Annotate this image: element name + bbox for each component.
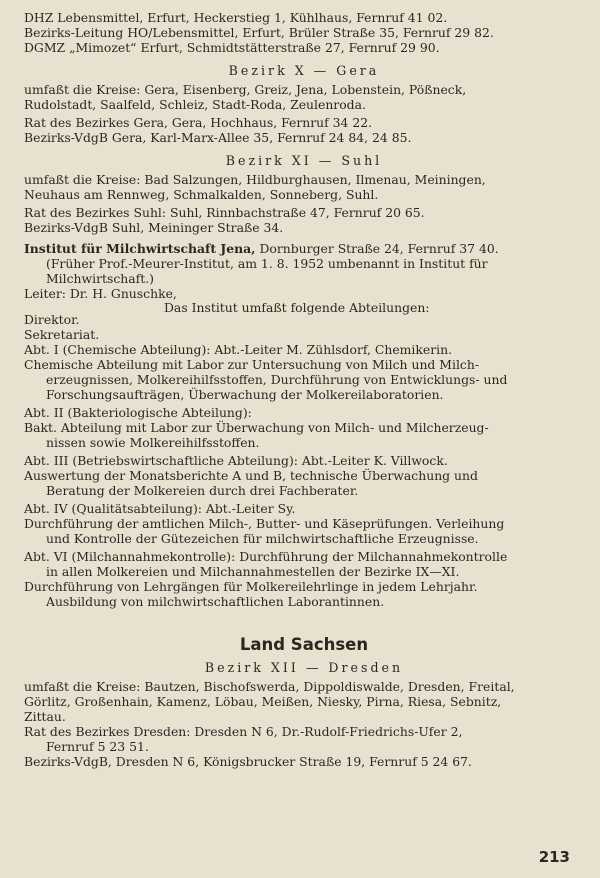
kreise-line: umfaßt die Kreise: Bad Salzungen, Hildburghausen, Ilmenau, Meiningen, <box>24 172 486 187</box>
institut-note: Milchwirtschaft.) <box>46 271 155 286</box>
abteilung-title: Abt. I (Chemische Abteilung): Abt.-Leiter M. Zühlsdorf, Chemikerin. <box>24 342 453 357</box>
kreise-line: Neuhaus am Rennweg, Schmalkalden, Sonneberg, Suhl. <box>24 187 379 202</box>
vdgb-line: Bezirks-VdgB Suhl, Meininger Straße 34. <box>24 220 284 235</box>
abteilung-block <box>24 549 584 579</box>
rat-line: Rat des Bezirkes Suhl: Suhl, Rinnbachstraße 47, Fernruf 20 65. <box>24 205 425 220</box>
section-heading-bezirk-xi: Bezirk XI — Suhl <box>225 153 383 168</box>
abteilung-desc: nissen sowie Molkereihilfsstoffen. <box>46 435 260 450</box>
abteilung-title: Abt. IV (Qualitätsabteilung): Abt.-Leiter Sy. <box>24 501 296 516</box>
abteilung-block <box>24 405 584 450</box>
entry-line: DGMZ „Mimozet“ Erfurt, Schmidtstätterstraße 27, Fernruf 29 90. <box>24 40 440 55</box>
abteilung-desc: erzeugnissen, Molkereihilfsstoffen, Durchführung von Entwicklungs- und <box>46 372 508 387</box>
abteilung-block <box>24 501 584 546</box>
rat-line: Rat des Bezirkes Dresden: Dresden N 6, Dr.-Rudolf-Friedrichs-Ufer 2, <box>24 724 463 739</box>
vdgb-line: Bezirks-VdgB, Dresden N 6, Königsbrucker Straße 19, Fernruf 5 24 67. <box>24 754 472 769</box>
top-entries <box>24 10 584 55</box>
kreise-line: umfaßt die Kreise: Gera, Eisenberg, Greiz, Jena, Lobenstein, Pößneck, <box>24 82 467 97</box>
abteilung-title: Durchführung von Lehrgängen für Molkereilehrlinge in jedem Lehrjahr. <box>24 579 478 594</box>
sekretariat-line: Sekretariat. <box>24 327 100 342</box>
institut-line <box>24 241 584 256</box>
institut-note: (Früher Prof.-Meurer-Institut, am 1. 8. 1952 umbenannt in Institut für <box>46 256 488 271</box>
abteilung-title: Abt. VI (Milchannahmekontrolle): Durchführung der Milchannahmekontrolle <box>24 549 508 564</box>
abteilung-desc: Durchführung der amtlichen Milch-, Butter- und Käseprüfungen. Verleihung <box>24 516 505 531</box>
abteilung-desc: Auswertung der Monatsberichte A und B, technische Überwachung und <box>24 468 478 483</box>
rat-line: Fernruf 5 23 51. <box>46 739 149 754</box>
entry-line: Bezirks-Leitung HO/Lebensmittel, Erfurt, Brüler Straße 35, Fernruf 29 82. <box>24 25 494 40</box>
institut-name: Institut für Milchwirtschaft Jena, <box>24 241 256 256</box>
section-heading-bezirk-xii: Bezirk XII — Dresden <box>204 660 404 675</box>
abteilung-desc: Beratung der Molkereien durch drei Fachberater. <box>46 483 359 498</box>
rat-line: Rat des Bezirkes Gera, Gera, Hochhaus, Fernruf 34 22. <box>24 115 373 130</box>
section-heading-bezirk-x: Bezirk X — Gera <box>228 63 380 78</box>
abteilung-desc: Chemische Abteilung mit Labor zur Untersuchung von Milch und Milch- <box>24 357 480 372</box>
direktor-label: Direktor. <box>24 312 80 327</box>
abteilung-title: Abt. II (Bakteriologische Abteilung): <box>24 405 252 420</box>
abteilung-desc: und Kontrolle der Gütezeichen für milchwirtschaftliche Erzeugnisse. <box>46 531 479 546</box>
institut-address: Dornburger Straße 24, Fernruf 37 40. <box>255 241 499 256</box>
kreise-line: Rudolstadt, Saalfeld, Schleiz, Stadt-Roda, Zeulenroda. <box>24 97 366 112</box>
abteilung-block <box>24 579 584 609</box>
land-heading: Land Sachsen <box>239 635 369 654</box>
page-number: 213 <box>538 848 570 866</box>
abteilung-title: Abt. III (Betriebswirtschaftliche Abteilung): Abt.-Leiter K. Villwock. <box>24 453 448 468</box>
abteilungen-header <box>24 301 584 327</box>
abteilung-block <box>24 342 584 402</box>
abteilung-desc: Bakt. Abteilung mit Labor zur Überwachung von Milch- und Milcherzeug- <box>24 420 489 435</box>
entry-line: DHZ Lebensmittel, Erfurt, Heckerstieg 1, Kühlhaus, Fernruf 41 02. <box>24 10 448 25</box>
abteilung-desc: Forschungsaufträgen, Überwachung der Molkereilaboratorien. <box>46 387 444 402</box>
kreise-line: umfaßt die Kreise: Bautzen, Bischofswerda, Dippoldiswalde, Dresden, Freital, <box>24 679 515 694</box>
abteilung-desc: Ausbildung von milchwirtschaftlichen Laborantinnen. <box>46 594 385 609</box>
leiter-line: Leiter: Dr. H. Gnuschke, <box>24 286 177 301</box>
abteilung-block <box>24 453 584 498</box>
kreise-line: Görlitz, Großenhain, Kamenz, Löbau, Meißen, Niesky, Pirna, Riesa, Sebnitz, <box>24 694 502 709</box>
vdgb-line: Bezirks-VdgB Gera, Karl-Marx-Allee 35, Fernruf 24 84, 24 85. <box>24 130 412 145</box>
abteilung-desc: in allen Molkereien und Milchannahmestellen der Bezirke IX—XI. <box>46 564 460 579</box>
kreise-line: Zittau. <box>24 709 66 724</box>
abteilungen-intro: Das Institut umfaßt folgende Abteilungen: <box>164 300 430 315</box>
